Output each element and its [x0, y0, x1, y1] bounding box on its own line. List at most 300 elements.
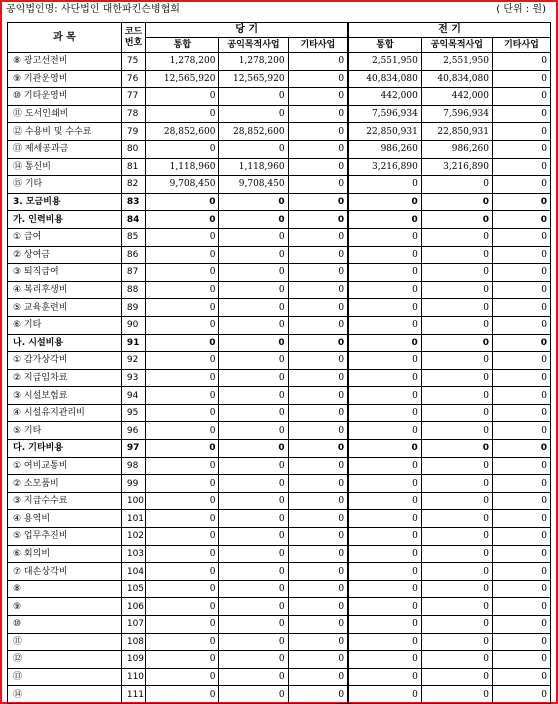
current-other-cell: 0 [288, 422, 348, 440]
prior-total-cell: 0 [348, 352, 421, 370]
code-header: 코드 번호 [121, 23, 145, 53]
current-public-cell: 0 [219, 422, 288, 440]
table-row [8, 598, 551, 616]
current-other-cell: 0 [288, 176, 348, 194]
prior-public-cell: 2,551,950 [421, 53, 492, 71]
prior-total-cell: 0 [348, 651, 421, 669]
current-other-header: 기타사업 [288, 38, 348, 53]
current-other-cell: 0 [288, 475, 348, 493]
prior-public-cell: 22,850,931 [421, 123, 492, 141]
current-public-cell: 0 [219, 404, 288, 422]
table-row [8, 510, 551, 528]
current-public-cell: 0 [219, 651, 288, 669]
current-other-cell: 0 [288, 651, 348, 669]
prior-other-cell: 0 [492, 580, 550, 598]
prior-public-cell: 7,596,934 [421, 105, 492, 123]
prior-public-cell: 0 [421, 281, 492, 299]
current-total-cell: 12,565,920 [146, 70, 219, 88]
current-total-cell: 0 [146, 563, 219, 581]
row-label: ④ 시설유지관리비 [8, 404, 122, 422]
row-code: 97 [121, 440, 145, 458]
current-public-cell: 0 [219, 334, 288, 352]
row-label: ⑤ 업무추진비 [8, 528, 122, 546]
current-total-cell: 1,118,960 [146, 158, 219, 176]
current-other-cell: 0 [288, 352, 348, 370]
current-total-cell: 0 [146, 475, 219, 493]
row-label: ① 급여 [8, 228, 122, 246]
current-public-cell: 0 [219, 668, 288, 686]
current-other-cell: 0 [288, 193, 348, 211]
prior-public-cell: 0 [421, 176, 492, 194]
current-other-cell: 0 [288, 686, 348, 704]
prior-other-cell: 0 [492, 387, 550, 405]
row-label: ② 소모품비 [8, 475, 122, 493]
table-row [8, 246, 551, 264]
current-total-cell: 0 [146, 528, 219, 546]
prior-other-cell: 0 [492, 598, 550, 616]
row-label: ③ 퇴직급여 [8, 264, 122, 282]
table-row [8, 563, 551, 581]
row-label: ① 여비교통비 [8, 457, 122, 475]
current-other-cell: 0 [288, 316, 348, 334]
current-public-cell: 0 [219, 352, 288, 370]
current-total-cell: 0 [146, 352, 219, 370]
prior-public-cell: 0 [421, 299, 492, 317]
current-total-cell: 0 [146, 616, 219, 634]
row-code: 110 [121, 668, 145, 686]
prior-other-cell: 0 [492, 211, 550, 229]
prior-public-header: 공익목적사업 [421, 38, 492, 53]
current-other-cell: 0 [288, 140, 348, 158]
prior-total-cell: 0 [348, 176, 421, 194]
row-code: 105 [121, 580, 145, 598]
prior-public-cell: 0 [421, 528, 492, 546]
table-row [8, 123, 551, 141]
current-other-cell: 0 [288, 404, 348, 422]
current-public-cell: 0 [219, 369, 288, 387]
current-other-cell: 0 [288, 528, 348, 546]
row-label: 3. 모금비용 [8, 193, 122, 211]
prior-public-cell: 40,834,080 [421, 70, 492, 88]
current-other-cell: 0 [288, 580, 348, 598]
row-code: 88 [121, 281, 145, 299]
row-code: 81 [121, 158, 145, 176]
row-label: ⑭ [8, 686, 122, 704]
prior-other-cell: 0 [492, 545, 550, 563]
table-row [8, 387, 551, 405]
current-other-cell: 0 [288, 281, 348, 299]
prior-other-cell: 0 [492, 140, 550, 158]
row-code: 90 [121, 316, 145, 334]
prior-public-cell: 0 [421, 457, 492, 475]
prior-other-cell: 0 [492, 475, 550, 493]
current-public-cell: 0 [219, 281, 288, 299]
current-public-cell: 0 [219, 563, 288, 581]
organization-name: 공익법인명: 사단법인 대한파킨슨병협회 [6, 4, 180, 15]
table-row [8, 616, 551, 634]
row-code: 93 [121, 369, 145, 387]
current-other-cell: 0 [288, 88, 348, 106]
current-public-cell: 1,278,200 [219, 53, 288, 71]
current-total-cell: 0 [146, 211, 219, 229]
row-code: 79 [121, 123, 145, 141]
current-public-cell: 0 [219, 580, 288, 598]
table-row [8, 457, 551, 475]
table-row [8, 281, 551, 299]
current-public-cell: 0 [219, 440, 288, 458]
row-label: ⑥ 기타 [8, 316, 122, 334]
row-code: 89 [121, 299, 145, 317]
current-public-cell: 0 [219, 299, 288, 317]
row-label: ⑮ 기타 [8, 176, 122, 194]
prior-total-cell: 0 [348, 545, 421, 563]
row-code: 86 [121, 246, 145, 264]
prior-public-cell: 0 [421, 510, 492, 528]
row-label: ⑨ [8, 598, 122, 616]
current-other-cell: 0 [288, 492, 348, 510]
current-total-cell: 0 [146, 264, 219, 282]
row-label: ⑬ 제세공과금 [8, 140, 122, 158]
row-code: 111 [121, 686, 145, 704]
table-row [8, 316, 551, 334]
table-row [8, 633, 551, 651]
row-label: ① 감가상각비 [8, 352, 122, 370]
prior-other-cell: 0 [492, 633, 550, 651]
row-code: 99 [121, 475, 145, 493]
prior-public-cell: 0 [421, 492, 492, 510]
prior-other-cell: 0 [492, 616, 550, 634]
row-label: ⑪ 도서인쇄비 [8, 105, 122, 123]
prior-public-cell: 0 [421, 580, 492, 598]
row-label: ⑨ 기관운영비 [8, 70, 122, 88]
prior-total-cell: 0 [348, 299, 421, 317]
current-other-cell: 0 [288, 53, 348, 71]
current-total-cell: 0 [146, 457, 219, 475]
prior-total-cell: 0 [348, 387, 421, 405]
row-label: ⑤ 교육훈련비 [8, 299, 122, 317]
prior-public-cell: 0 [421, 228, 492, 246]
current-other-cell: 0 [288, 70, 348, 88]
row-code: 83 [121, 193, 145, 211]
current-total-cell: 0 [146, 633, 219, 651]
prior-public-cell: 0 [421, 616, 492, 634]
table-row [8, 475, 551, 493]
table-row [8, 140, 551, 158]
row-code: 108 [121, 633, 145, 651]
prior-total-cell: 0 [348, 422, 421, 440]
prior-public-cell: 986,260 [421, 140, 492, 158]
current-other-cell: 0 [288, 211, 348, 229]
prior-total-cell: 0 [348, 334, 421, 352]
row-label: ④ 복리후생비 [8, 281, 122, 299]
prior-public-cell: 0 [421, 369, 492, 387]
current-total-cell: 0 [146, 316, 219, 334]
row-code: 85 [121, 228, 145, 246]
current-total-cell: 9,708,450 [146, 176, 219, 194]
prior-total-cell: 0 [348, 580, 421, 598]
current-public-cell: 0 [219, 228, 288, 246]
prior-public-cell: 0 [421, 475, 492, 493]
prior-public-cell: 0 [421, 334, 492, 352]
table-row [8, 369, 551, 387]
prior-other-header: 기타사업 [492, 38, 550, 53]
prior-public-cell: 0 [421, 352, 492, 370]
current-total-cell: 0 [146, 492, 219, 510]
current-public-cell: 0 [219, 140, 288, 158]
current-other-cell: 0 [288, 264, 348, 282]
current-public-cell: 0 [219, 457, 288, 475]
current-public-cell: 0 [219, 264, 288, 282]
row-code: 91 [121, 334, 145, 352]
prior-public-cell: 0 [421, 440, 492, 458]
row-label: 가. 인력비용 [8, 211, 122, 229]
current-total-cell: 0 [146, 193, 219, 211]
prior-other-cell: 0 [492, 510, 550, 528]
current-total-cell: 28,852,600 [146, 123, 219, 141]
row-code: 87 [121, 264, 145, 282]
expense-table [7, 22, 551, 704]
current-public-cell: 0 [219, 633, 288, 651]
current-total-cell: 0 [146, 105, 219, 123]
prior-total-cell: 0 [348, 457, 421, 475]
table-row [8, 422, 551, 440]
current-public-cell: 12,565,920 [219, 70, 288, 88]
current-public-header: 공익목적사업 [219, 38, 288, 53]
prior-total-cell: 2,551,950 [348, 53, 421, 71]
row-label: ⑫ 수용비 및 수수료 [8, 123, 122, 141]
current-other-cell: 0 [288, 668, 348, 686]
row-label: 다. 기타비용 [8, 440, 122, 458]
row-code: 77 [121, 88, 145, 106]
row-code: 84 [121, 211, 145, 229]
current-other-cell: 0 [288, 299, 348, 317]
item-header: 과 목 [8, 23, 122, 53]
current-total-cell: 0 [146, 510, 219, 528]
current-public-cell: 9,708,450 [219, 176, 288, 194]
prior-other-cell: 0 [492, 369, 550, 387]
table-row [8, 668, 551, 686]
prior-other-cell: 0 [492, 228, 550, 246]
current-public-cell: 0 [219, 316, 288, 334]
prior-other-cell: 0 [492, 264, 550, 282]
current-other-cell: 0 [288, 123, 348, 141]
current-other-cell: 0 [288, 246, 348, 264]
prior-total-header: 통합 [348, 38, 421, 53]
current-public-cell: 0 [219, 475, 288, 493]
current-total-cell: 1,278,200 [146, 53, 219, 71]
prior-other-cell: 0 [492, 246, 550, 264]
prior-other-cell: 0 [492, 457, 550, 475]
prior-total-cell: 0 [348, 440, 421, 458]
current-public-cell: 0 [219, 510, 288, 528]
table-row [8, 88, 551, 106]
table-row [8, 228, 551, 246]
prior-other-cell: 0 [492, 53, 550, 71]
prior-public-cell: 0 [421, 651, 492, 669]
prior-total-cell: 0 [348, 211, 421, 229]
row-code: 107 [121, 616, 145, 634]
prior-total-cell: 986,260 [348, 140, 421, 158]
table-row [8, 440, 551, 458]
current-total-cell: 0 [146, 686, 219, 704]
row-code: 102 [121, 528, 145, 546]
prior-total-cell: 0 [348, 616, 421, 634]
row-label: ③ 시설보험료 [8, 387, 122, 405]
current-public-cell: 0 [219, 211, 288, 229]
prior-total-cell: 22,850,931 [348, 123, 421, 141]
prior-other-cell: 0 [492, 88, 550, 106]
current-public-cell: 0 [219, 105, 288, 123]
prior-other-cell: 0 [492, 352, 550, 370]
prior-other-cell: 0 [492, 70, 550, 88]
prior-total-cell: 0 [348, 563, 421, 581]
current-total-cell: 0 [146, 334, 219, 352]
current-public-cell: 0 [219, 528, 288, 546]
row-code: 98 [121, 457, 145, 475]
row-code: 104 [121, 563, 145, 581]
current-total-cell: 0 [146, 140, 219, 158]
row-label: ④ 용역비 [8, 510, 122, 528]
row-label: ⑦ 대손상각비 [8, 563, 122, 581]
table-row [8, 334, 551, 352]
row-label: ⑪ [8, 633, 122, 651]
current-total-cell: 0 [146, 668, 219, 686]
current-other-cell: 0 [288, 158, 348, 176]
prior-total-cell: 0 [348, 404, 421, 422]
current-public-cell: 0 [219, 616, 288, 634]
prior-other-cell: 0 [492, 651, 550, 669]
prior-other-cell: 0 [492, 404, 550, 422]
prior-other-cell: 0 [492, 563, 550, 581]
table-row [8, 53, 551, 71]
row-label: ③ 지급수수료 [8, 492, 122, 510]
row-label: ⑩ 기타운영비 [8, 88, 122, 106]
row-code: 76 [121, 70, 145, 88]
current-public-cell: 0 [219, 686, 288, 704]
prior-public-cell: 0 [421, 211, 492, 229]
prior-total-cell: 0 [348, 475, 421, 493]
row-label: ② 상여금 [8, 246, 122, 264]
prior-other-cell: 0 [492, 422, 550, 440]
current-other-cell: 0 [288, 633, 348, 651]
table-row [8, 193, 551, 211]
row-code: 106 [121, 598, 145, 616]
current-public-cell: 0 [219, 492, 288, 510]
current-public-cell: 0 [219, 246, 288, 264]
current-public-cell: 0 [219, 545, 288, 563]
row-code: 101 [121, 510, 145, 528]
row-code: 78 [121, 105, 145, 123]
table-row [8, 404, 551, 422]
prior-other-cell: 0 [492, 334, 550, 352]
prior-total-cell: 0 [348, 369, 421, 387]
current-total-cell: 0 [146, 387, 219, 405]
prior-total-cell: 0 [348, 686, 421, 704]
unit-label: ( 단위 : 원) [496, 4, 546, 15]
prior-total-cell: 442,000 [348, 88, 421, 106]
row-label: 나. 시설비용 [8, 334, 122, 352]
prior-public-cell: 0 [421, 264, 492, 282]
current-total-cell: 0 [146, 369, 219, 387]
row-label: ⑥ 회의비 [8, 545, 122, 563]
prior-total-cell: 7,596,934 [348, 105, 421, 123]
prior-other-cell: 0 [492, 492, 550, 510]
table-body [8, 53, 551, 704]
prior-public-cell: 0 [421, 598, 492, 616]
prior-public-cell: 0 [421, 545, 492, 563]
prior-public-cell: 0 [421, 387, 492, 405]
prior-public-cell: 3,216,890 [421, 158, 492, 176]
current-other-cell: 0 [288, 369, 348, 387]
current-public-cell: 0 [219, 88, 288, 106]
row-code: 103 [121, 545, 145, 563]
prior-total-cell: 0 [348, 281, 421, 299]
current-total-cell: 0 [146, 246, 219, 264]
table-row [8, 211, 551, 229]
table-row [8, 686, 551, 704]
current-total-cell: 0 [146, 281, 219, 299]
prior-total-cell: 0 [348, 598, 421, 616]
prior-other-cell: 0 [492, 193, 550, 211]
prior-other-cell: 0 [492, 528, 550, 546]
current-total-cell: 0 [146, 299, 219, 317]
prior-other-cell: 0 [492, 316, 550, 334]
current-total-cell: 0 [146, 228, 219, 246]
table-row [8, 264, 551, 282]
prior-other-cell: 0 [492, 176, 550, 194]
prior-public-cell: 0 [421, 686, 492, 704]
table-row [8, 176, 551, 194]
prior-public-cell: 442,000 [421, 88, 492, 106]
row-code: 109 [121, 651, 145, 669]
row-code: 100 [121, 492, 145, 510]
current-public-cell: 1,118,960 [219, 158, 288, 176]
row-code: 95 [121, 404, 145, 422]
row-label: ⑭ 통신비 [8, 158, 122, 176]
current-total-header: 통합 [146, 38, 219, 53]
row-label: ⑤ 기타 [8, 422, 122, 440]
table-row [8, 580, 551, 598]
row-code: 94 [121, 387, 145, 405]
current-total-cell: 0 [146, 545, 219, 563]
current-total-cell: 0 [146, 422, 219, 440]
current-other-cell: 0 [288, 598, 348, 616]
row-label: ⑧ 광고선전비 [8, 53, 122, 71]
prior-public-cell: 0 [421, 193, 492, 211]
row-code: 80 [121, 140, 145, 158]
prior-public-cell: 0 [421, 422, 492, 440]
prior-total-cell: 40,834,080 [348, 70, 421, 88]
prior-other-cell: 0 [492, 668, 550, 686]
prior-public-cell: 0 [421, 404, 492, 422]
prior-other-cell: 0 [492, 440, 550, 458]
prior-total-cell: 0 [348, 492, 421, 510]
document-header [6, 3, 548, 17]
prior-period-header: 전 기 [348, 23, 550, 38]
prior-total-cell: 0 [348, 668, 421, 686]
prior-total-cell: 0 [348, 246, 421, 264]
current-other-cell: 0 [288, 563, 348, 581]
current-other-cell: 0 [288, 387, 348, 405]
table-row [8, 352, 551, 370]
prior-other-cell: 0 [492, 158, 550, 176]
row-code: 82 [121, 176, 145, 194]
current-other-cell: 0 [288, 440, 348, 458]
current-other-cell: 0 [288, 545, 348, 563]
table-row [8, 105, 551, 123]
prior-public-cell: 0 [421, 246, 492, 264]
prior-total-cell: 0 [348, 316, 421, 334]
